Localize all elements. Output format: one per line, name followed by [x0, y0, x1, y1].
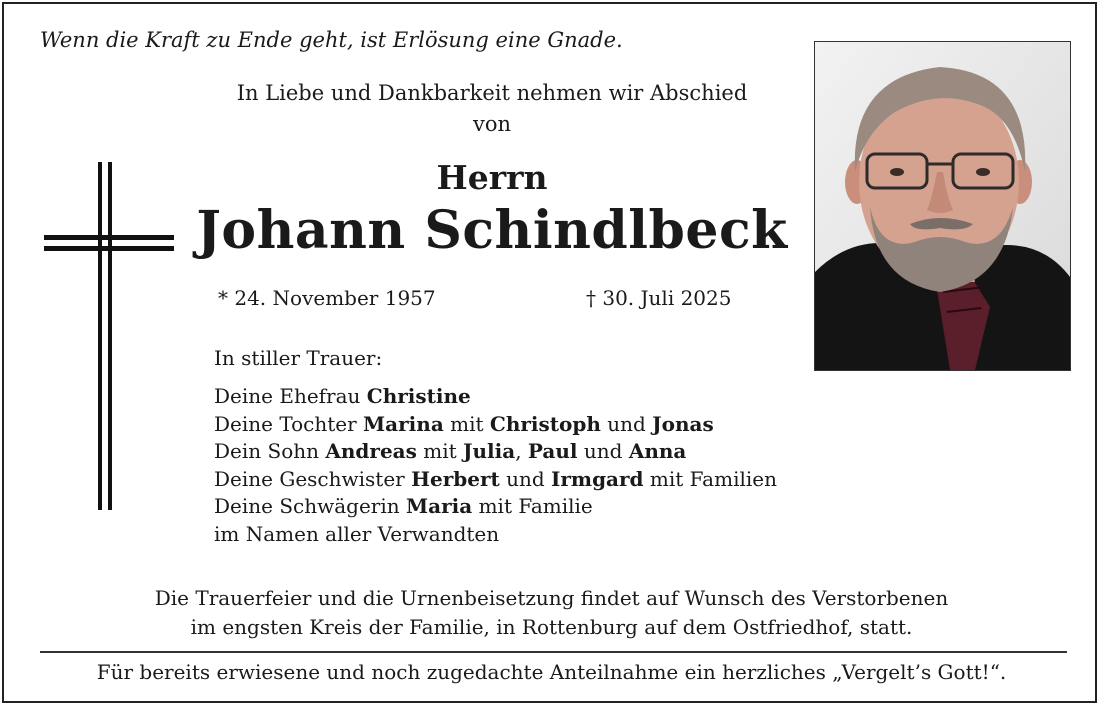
intro-line: In Liebe und Dankbarkeit nehmen wir Abschied: [236, 81, 748, 105]
mourner-line: [214, 438, 777, 466]
mourner-text: mit: [443, 411, 490, 436]
mourner-text: im Namen aller Verwandten: [214, 521, 500, 546]
deceased-name: Johann Schindlbeck: [196, 200, 788, 261]
mourner-text: und: [600, 411, 653, 436]
mourning-label: In stiller Trauer:: [214, 346, 383, 370]
mourner-line: [214, 411, 777, 439]
mourner-text: mit: [416, 439, 464, 463]
mourners-list: [214, 383, 777, 548]
mourner-line: [214, 383, 777, 411]
thanks-text: Für bereits erwiesene und noch zugedachte Anteilnahme ein herzliches „Vergelt’s Gott!“.: [96, 660, 1007, 684]
obituary-notice: [2, 2, 1097, 703]
cross-icon: [44, 162, 174, 510]
mourner-name: Christoph: [489, 411, 601, 436]
mourner-text: Deine Schwägerin: [214, 494, 407, 518]
mourner-text: Deine Ehefrau: [214, 384, 367, 408]
intro-text: [172, 78, 812, 140]
birth-date: * 24. November 1957: [218, 286, 436, 310]
mourner-text: ,: [515, 439, 528, 463]
mourner-name: Paul: [527, 439, 578, 463]
mourner-name: Andreas: [325, 439, 417, 463]
mourner-name: Herbert: [411, 466, 500, 491]
mourner-name: Christine: [366, 384, 471, 408]
mourner-line: [214, 521, 777, 549]
mourner-text: Deine Geschwister: [214, 466, 412, 491]
mourner-line: [214, 466, 777, 494]
mourner-name: Jonas: [652, 411, 714, 436]
portrait-photo: [814, 41, 1071, 371]
mourner-text: mit Familie: [472, 494, 593, 518]
service-info: [4, 584, 1099, 642]
mourner-name: Julia: [463, 439, 516, 463]
motto: Wenn die Kraft zu Ende geht, ist Erlösung eine Gnade.: [40, 28, 623, 52]
service-line: im engsten Kreis der Familie, in Rottenburg auf dem Ostfriedhof, statt.: [190, 615, 913, 639]
salutation: Herrn: [436, 158, 548, 197]
mourner-text: und: [577, 439, 629, 463]
mourner-name: Maria: [406, 494, 473, 518]
mourner-text: Deine Tochter: [214, 411, 364, 436]
mourner-name: Irmgard: [551, 466, 644, 491]
mourner-text: und: [499, 466, 552, 491]
intro-line: von: [472, 112, 512, 136]
divider: [40, 651, 1067, 653]
mourner-name: Marina: [363, 411, 444, 436]
death-date: † 30. Juli 2025: [586, 286, 732, 310]
mourner-text: Dein Sohn: [214, 439, 326, 463]
service-line: Die Trauerfeier und die Urnenbeisetzung findet auf Wunsch des Verstorbenen: [154, 586, 949, 610]
mourner-text: mit Familien: [643, 466, 777, 491]
mourner-name: Anna: [628, 439, 687, 463]
mourner-line: [214, 493, 777, 521]
